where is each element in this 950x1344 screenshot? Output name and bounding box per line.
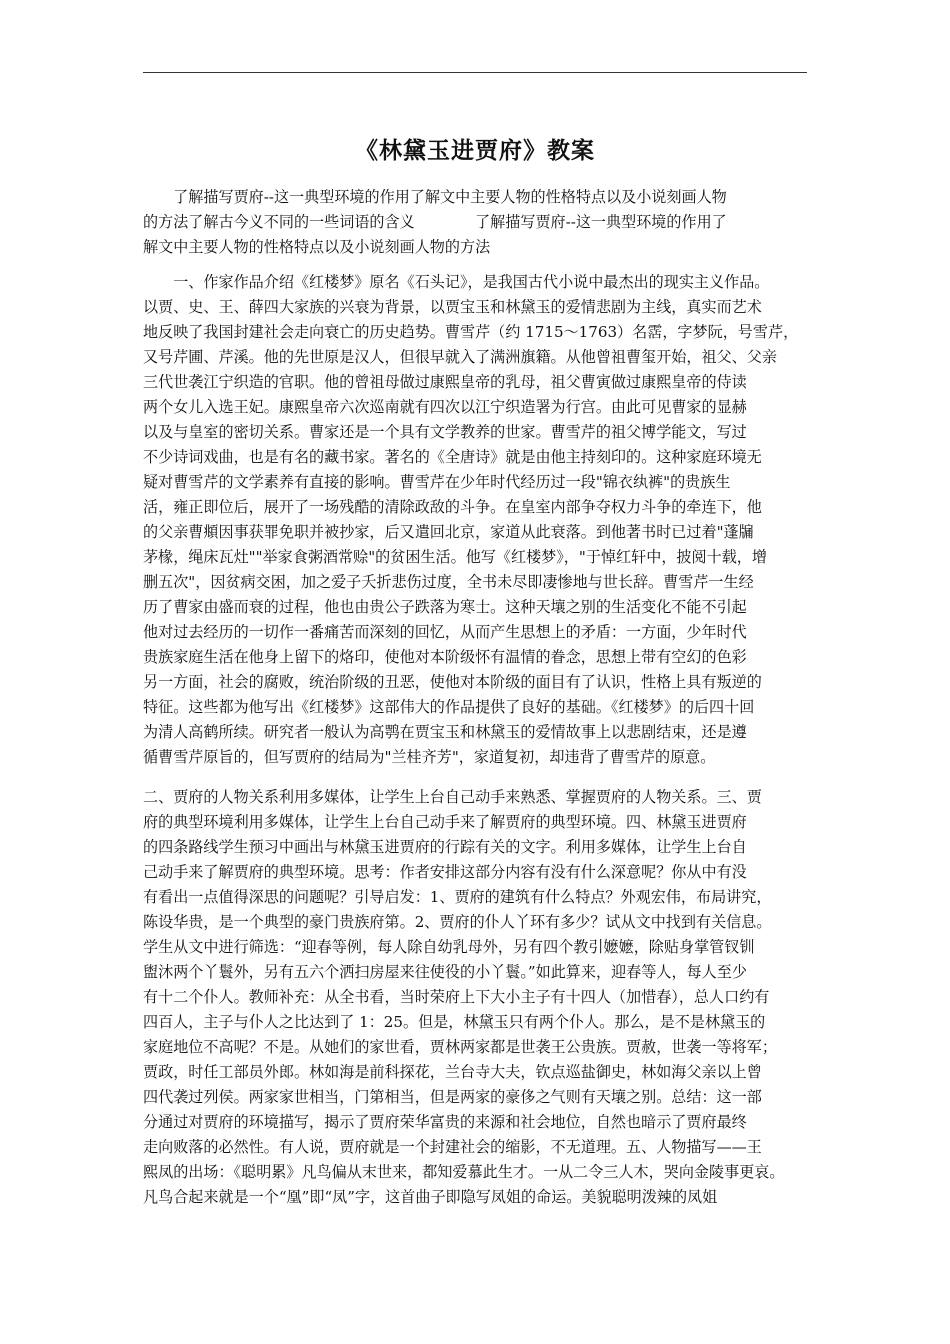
document-title: 《林黛玉进贾府》教案 xyxy=(355,137,595,164)
text-line: 有看出一点值得深思的问题呢？引导启发：1、贾府的建筑有什么特点？外观宏伟，布局讲究， xyxy=(143,888,772,906)
text-line: 以及与皇室的密切关系。曹家还是一个具有文学教养的世家。曹雪芹的祖父博学能文，写过 xyxy=(143,423,747,441)
text-line: 有十二个仆人。教师补充：从全书看，当时荣府上下大小主子有十四人（加惜春），总人口约有 xyxy=(143,988,770,1006)
header-rule xyxy=(143,72,807,73)
text-line: 分通过对贾府的环境描写，揭示了贾府荣华富贵的来源和社会地位，自然也暗示了贾府最终 xyxy=(143,1113,747,1131)
text-line: 的四条路线学生预习中画出与林黛玉进贾府的行踪有关的文字。利用多媒体，让学生上台自 xyxy=(143,838,747,856)
text-line: 不少诗词戏曲，也是有名的藏书家。著名的《全唐诗》就是由他主持刻印的。这种家庭环境无 xyxy=(143,448,762,466)
text-line: 另一方面，社会的腐败，统治阶级的丑恶，使他对本阶级的面目有了认识，性格上具有叛逆的 xyxy=(143,673,762,691)
text-line: 盥沐两个丫鬟外，另有五六个洒扫房屋来往使役的小丫鬟。”如此算来，迎春等人，每人至少 xyxy=(143,963,747,981)
text-line: 以贾、史、王、薛四大家族的兴衰为背景，以贾宝玉和林黛玉的爱情悲剧为主线，真实而艺术 xyxy=(143,298,762,316)
text-line: 循曹雪芹原旨的，但写贾府的结局为"兰桂齐芳"，家道复初，却违背了曹雪芹的原意。 xyxy=(143,748,716,766)
text-line: 疑对曹雪芹的文学素养有直接的影响。曹雪芹在少年时代经历过一段"锦衣纨裤"的贵族生 xyxy=(143,473,731,491)
text-line: 贵族家庭生活在他身上留下的烙印，使他对本阶级怀有温情的眷念，思想上带有空幻的色彩 xyxy=(143,648,747,666)
text-line: 学生从文中进行筛选：“迎春等例，每人除自幼乳母外，另有四个教引嬷嬷，除贴身掌管钗钏 xyxy=(143,938,755,956)
text-line: 己动手来了解贾府的典型环境。思考：作者安排这部分内容有没有什么深意呢？你从中有没 xyxy=(143,863,747,881)
text-line: 熙凤的出场：《聪明累》凡鸟偏从末世来，都知爱慕此生才。一从二令三人木，哭向金陵事更哀。 xyxy=(143,1163,785,1181)
text-line: 为清人高鹤所续。研究者一般认为高鹗在贾宝玉和林黛玉的爱情故事上以悲剧结束，还是遵 xyxy=(143,723,747,741)
text-line: 四代袭过列侯。两家家世相当，门第相当，但是两家的豪侈之气则有天壤之别。总结：这一部 xyxy=(143,1088,762,1106)
text-line: 贾政，时任工部员外郎。林如海是前科探花，兰台寺大夫，钦点巡盐御史，林如海父亲以上曾 xyxy=(143,1063,762,1081)
text-line: 三代世袭江宁织造的官职。他的曾祖母做过康熙皇帝的乳母，祖父曹寅做过康熙皇帝的侍读 xyxy=(143,373,747,391)
text-line: 活，雍正即位后，展开了一场残酷的清除政敌的斗争。在皇室内部争夺权力斗争的牵连下，他 xyxy=(143,498,762,516)
text-line: 地反映了我国封建社会走向衰亡的历史趋势。曹雪芹（约 1715～1763）名霑，字梦阮，号雪芹， xyxy=(143,323,799,341)
text-line: 两个女儿入选王妃。康熙皇帝六次巡南就有四次以江宁织造署为行宫。由此可见曹家的显赫 xyxy=(143,398,747,416)
text-line: 陈设华贵，是一个典型的豪门贵族府第。2、贾府的仆人丫环有多少？试从文中找到有关信息。 xyxy=(143,913,772,931)
text-line: 的父亲曹頫因事获罪免职并被抄家，后又遣回北京，家道从此衰落。到他著书时已过着"蓬牖 xyxy=(143,523,754,541)
text-line: 二、贾府的人物关系利用多媒体，让学生上台自己动手来熟悉、掌握贾府的人物关系。三、贾 xyxy=(143,788,762,806)
text-line: 又号芹圃、芹溪。他的先世原是汉人，但很早就入了满洲旗籍。从他曾祖曹玺开始，祖父、父亲 xyxy=(143,348,777,366)
text-line: 走向败落的必然性。有人说，贾府就是一个封建社会的缩影，不无道理。五、人物描写——王 xyxy=(143,1138,762,1156)
text-line: 特征。这些都为他写出《红楼梦》这部伟大的作品提供了良好的基础。《红楼梦》的后四十回 xyxy=(143,698,755,716)
text-line: 茅椽，绳床瓦灶""举家食粥酒常赊"的贫困生活。他写《红楼梦》，"于悼红轩中，披阅十载，增 xyxy=(143,548,767,566)
text-line: 了解描写贾府--这一典型环境的作用了解文中主要人物的性格特点以及小说刻画人物 xyxy=(143,188,727,206)
text-line: 府的典型环境利用多媒体，让学生上台自己动手来了解贾府的典型环境。四、林黛玉进贾府 xyxy=(143,813,747,831)
text-line: 一、作家作品介绍《红楼梦》原名《石头记》，是我国古代小说中最杰出的现实主义作品。 xyxy=(143,273,770,291)
text-line: 凡鸟合起来就是一个“凰”即“凤”字，这首曲子即隐写凤姐的命运。美貌聪明泼辣的凤姐 xyxy=(143,1188,718,1206)
text-line: 历了曹家由盛而衰的过程，他也由贵公子跌落为寒士。这种天壤之别的生活变化不能不引起 xyxy=(143,598,747,616)
author-introduction-paragraph xyxy=(143,270,807,770)
text-line: 四百人，主子与仆人之比达到了 1：25。但是，林黛玉只有两个仆人。那么，是不是林黛玉的 xyxy=(143,1013,766,1031)
text-line: 家庭地位不高呢？不是。从她们的家世看，贾林两家都是世袭王公贵族。贾赦，世袭一等将军； xyxy=(143,1038,777,1056)
summary-paragraph xyxy=(143,185,807,260)
text-line: 解文中主要人物的性格特点以及小说刻画人物的方法 xyxy=(143,238,491,256)
text-line: 他对过去经历的一切作一番痛苦而深刻的回忆，从而产生思想上的矛盾：一方面，少年时代 xyxy=(143,623,747,641)
lesson-body-paragraph xyxy=(143,785,807,1210)
text-line: 删五次"，因贫病交困，加之爱子夭折悲伤过度，全书未尽即凄惨地与世长辞。曹雪芹一生经 xyxy=(143,573,754,591)
text-line: 的方法了解古今义不同的一些词语的含义 了解描写贾府--这一典型环境的作用了 xyxy=(143,213,727,231)
